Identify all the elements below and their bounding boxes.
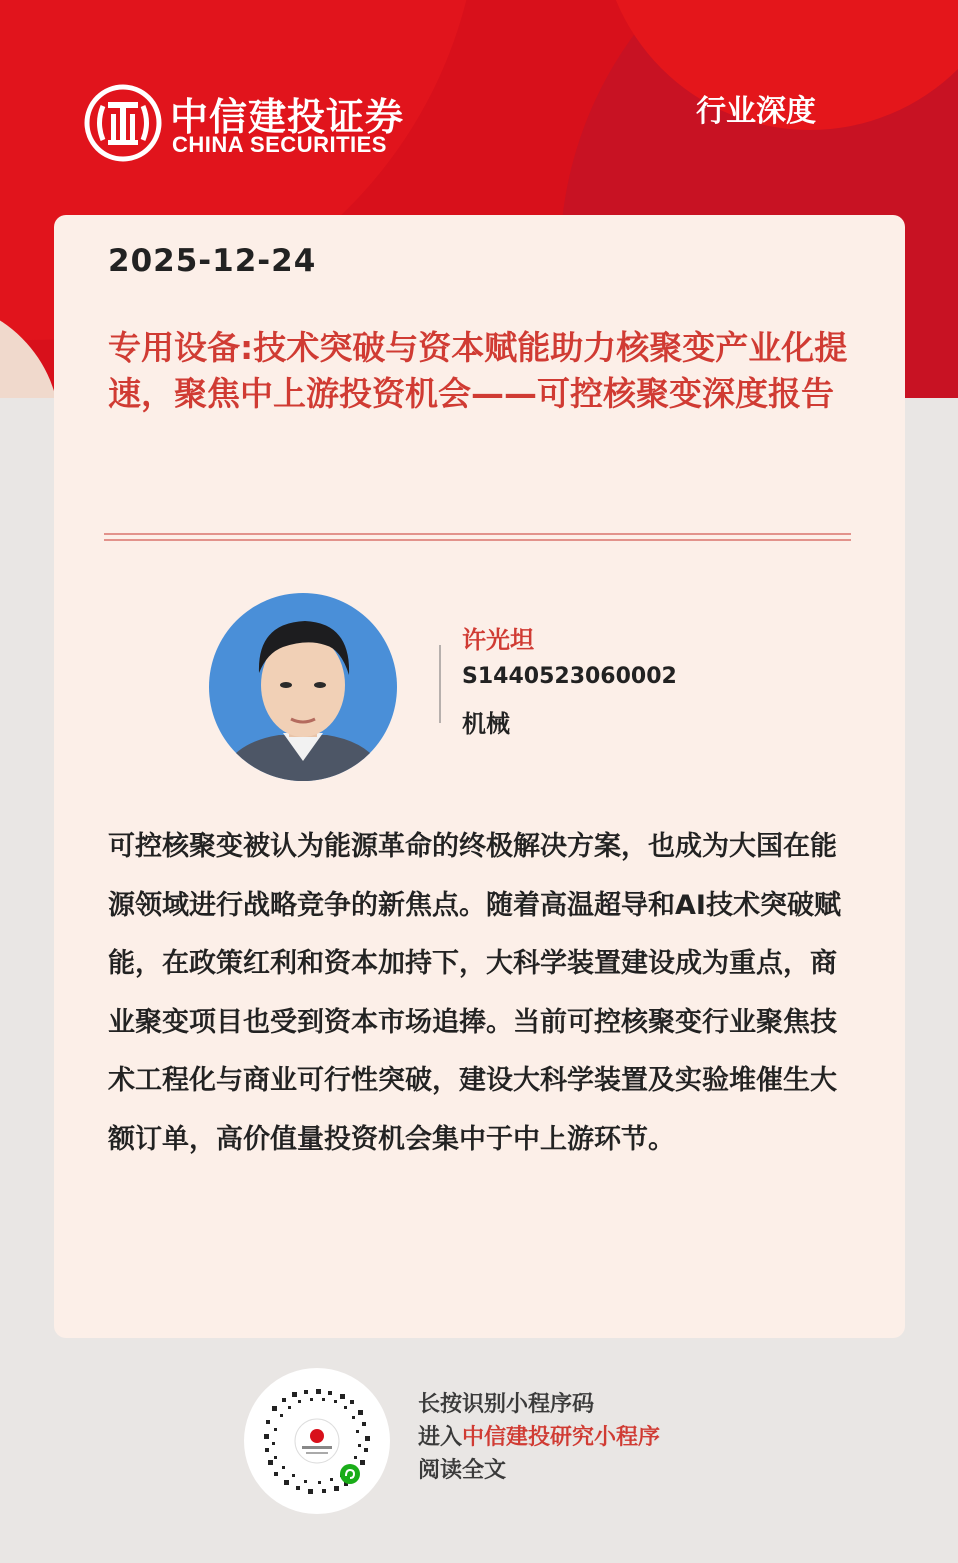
analyst-name: 许光坦 xyxy=(462,626,534,654)
analyst-license-number: S1440523060002 xyxy=(462,664,677,689)
report-date: 2025-12-24 xyxy=(108,243,317,279)
qr-instructions xyxy=(418,1388,660,1487)
mini-program-link[interactable]: 中信建投研究小程序 xyxy=(462,1424,661,1450)
qr-instruction-line xyxy=(418,1421,660,1454)
company-logo xyxy=(84,84,414,166)
report-category: 行业深度 xyxy=(696,94,816,129)
citic-logo-icon xyxy=(84,84,162,162)
analyst-avatar xyxy=(209,593,397,781)
qr-code-icon xyxy=(262,1386,372,1496)
report-summary: 可控核聚变被认为能源革命的终极解决方案，也成为大国在能源领域进行战略竞争的新焦点。随着高温超导和AI技术突破赋能，在政策红利和资本加持下，大科学装置建设成为重点，商业聚变项目也受到资本市场追捧。当前可控核聚变行业聚焦技术工程化与商业可行性突破，建设大科学装置及实验堆催生大额订单，高价值量投资机会集中于中上游环节。 xyxy=(108,831,841,1155)
divider xyxy=(104,533,851,535)
qr-instruction-line: 长按识别小程序码 xyxy=(418,1391,595,1417)
logo-chinese-name: 中信建投证券 xyxy=(170,94,405,139)
analyst-sector: 机械 xyxy=(462,710,510,738)
report-card xyxy=(54,215,905,1338)
logo-english-name: CHINA SECURITIES xyxy=(172,132,387,157)
mini-program-code[interactable] xyxy=(244,1368,390,1514)
report-title: 专用设备:技术突破与资本赋能助力核聚变产业化提速，聚焦中上游投资机会——可控核聚变深度报告 xyxy=(108,328,848,413)
divider xyxy=(104,539,851,541)
qr-instruction-prefix: 进入 xyxy=(418,1424,463,1450)
analyst-divider xyxy=(439,645,441,723)
qr-instruction-line: 阅读全文 xyxy=(418,1457,507,1483)
